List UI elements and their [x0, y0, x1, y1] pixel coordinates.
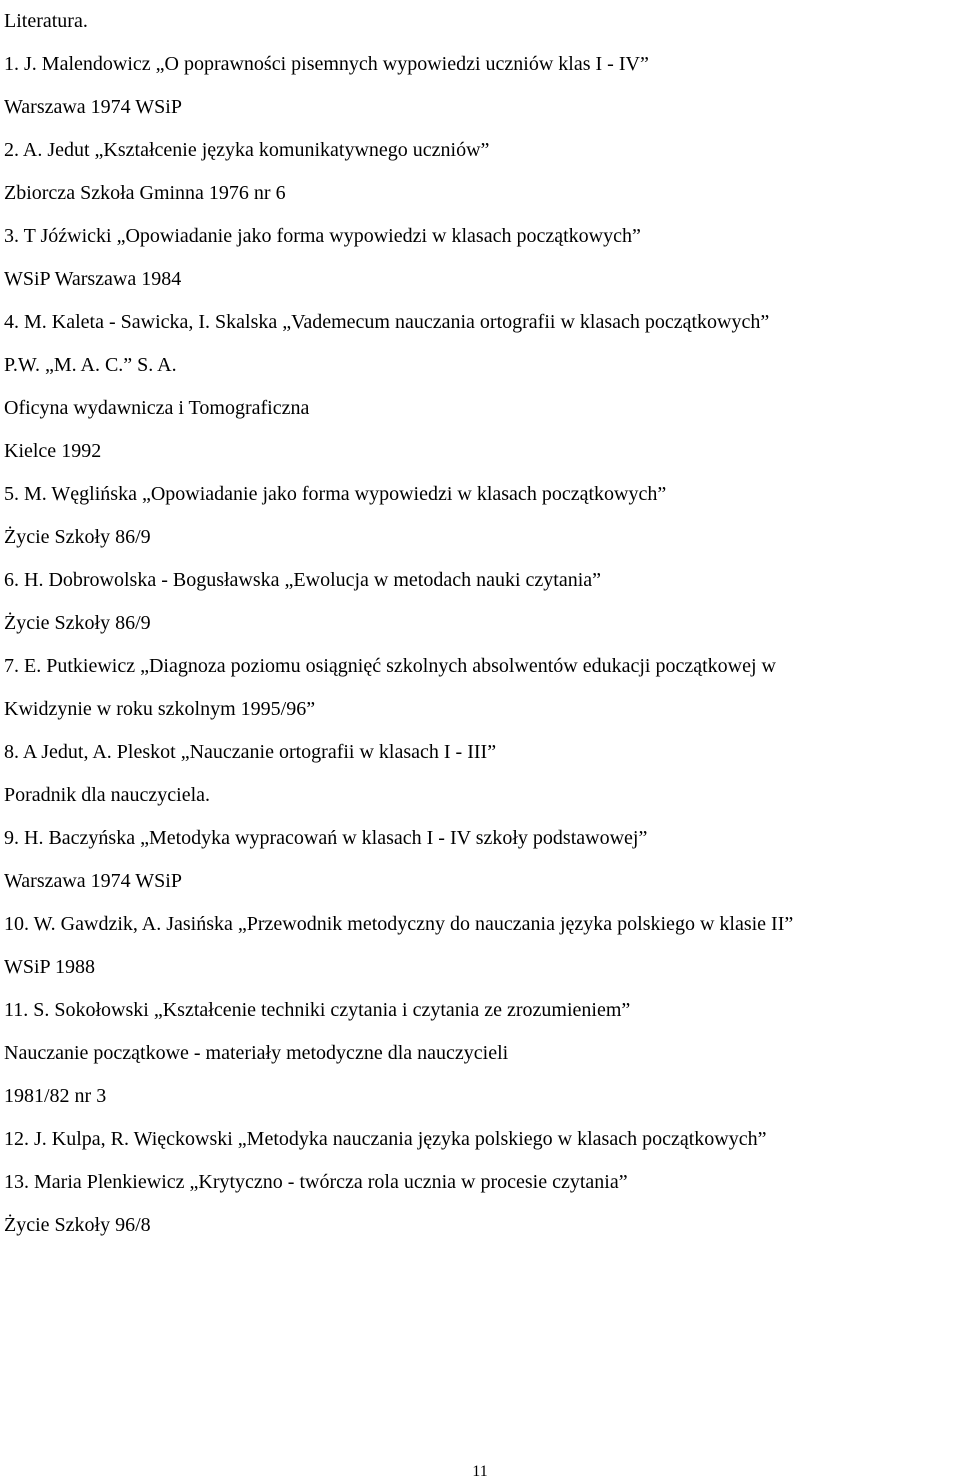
bibliography [4, 0, 956, 1247]
bibliography-line: 11. S. Sokołowski „Kształcenie techniki czytania i czytania ze zrozumieniem” [4, 999, 631, 1021]
bibliography-line: 4. M. Kaleta - Sawicka, I. Skalska „Vademecum nauczania ortografii w klasach początkowych” [4, 311, 770, 333]
bibliography-line: 1981/82 nr 3 [4, 1085, 107, 1107]
bibliography-line: 6. H. Dobrowolska - Bogusławska „Ewolucja w metodach nauki czytania” [4, 569, 602, 591]
bibliography-line: 10. W. Gawdzik, A. Jasińska „Przewodnik metodyczny do nauczania języka polskiego w klasie II” [4, 913, 794, 935]
bibliography-line: 9. H. Baczyńska „Metodyka wypracowań w klasach I - IV szkoły podstawowej” [4, 827, 648, 849]
bibliography-line: Życie Szkoły 96/8 [4, 1214, 151, 1236]
bibliography-line: WSiP 1988 [4, 956, 95, 978]
bibliography-line: Życie Szkoły 86/9 [4, 612, 151, 634]
bibliography-line: Kwidzynie w roku szkolnym 1995/96” [4, 698, 316, 720]
bibliography-line: 7. E. Putkiewicz „Diagnoza poziomu osiągnięć szkolnych absolwentów edukacji początkowej w [4, 655, 776, 677]
page-number: 11 [472, 1463, 488, 1480]
bibliography-line: P.W. „M. A. C.” S. A. [4, 354, 177, 376]
bibliography-line: 8. A Jedut, A. Pleskot „Nauczanie ortografii w klasach I - III” [4, 741, 497, 763]
bibliography-line: 13. Maria Plenkiewicz „Krytyczno - twórcza rola ucznia w procesie czytania” [4, 1171, 628, 1193]
bibliography-line: Poradnik dla nauczyciela. [4, 784, 211, 806]
bibliography-heading: Literatura. [4, 10, 88, 32]
bibliography-line: 1. J. Malendowicz „O poprawności pisemnych wypowiedzi uczniów klas I - IV” [4, 53, 649, 75]
bibliography-line: 3. T Jóźwicki „Opowiadanie jako forma wypowiedzi w klasach początkowych” [4, 225, 641, 247]
bibliography-line: Życie Szkoły 86/9 [4, 526, 151, 548]
bibliography-line: 12. J. Kulpa, R. Więckowski „Metodyka nauczania języka polskiego w klasach początkowych” [4, 1128, 767, 1150]
bibliography-line: 5. M. Węglińska „Opowiadanie jako forma wypowiedzi w klasach początkowych” [4, 483, 667, 505]
bibliography-line: Warszawa 1974 WSiP [4, 870, 182, 892]
bibliography-line: Kielce 1992 [4, 440, 102, 462]
bibliography-line: Oficyna wydawnicza i Tomograficzna [4, 397, 310, 419]
bibliography-line: Nauczanie początkowe - materiały metodyczne dla nauczycieli [4, 1042, 509, 1064]
bibliography-line: Zbiorcza Szkoła Gminna 1976 nr 6 [4, 182, 286, 204]
bibliography-line: 2. A. Jedut „Kształcenie języka komunikatywnego uczniów” [4, 139, 490, 161]
bibliography-line: Warszawa 1974 WSiP [4, 96, 182, 118]
bibliography-line: WSiP Warszawa 1984 [4, 268, 182, 290]
